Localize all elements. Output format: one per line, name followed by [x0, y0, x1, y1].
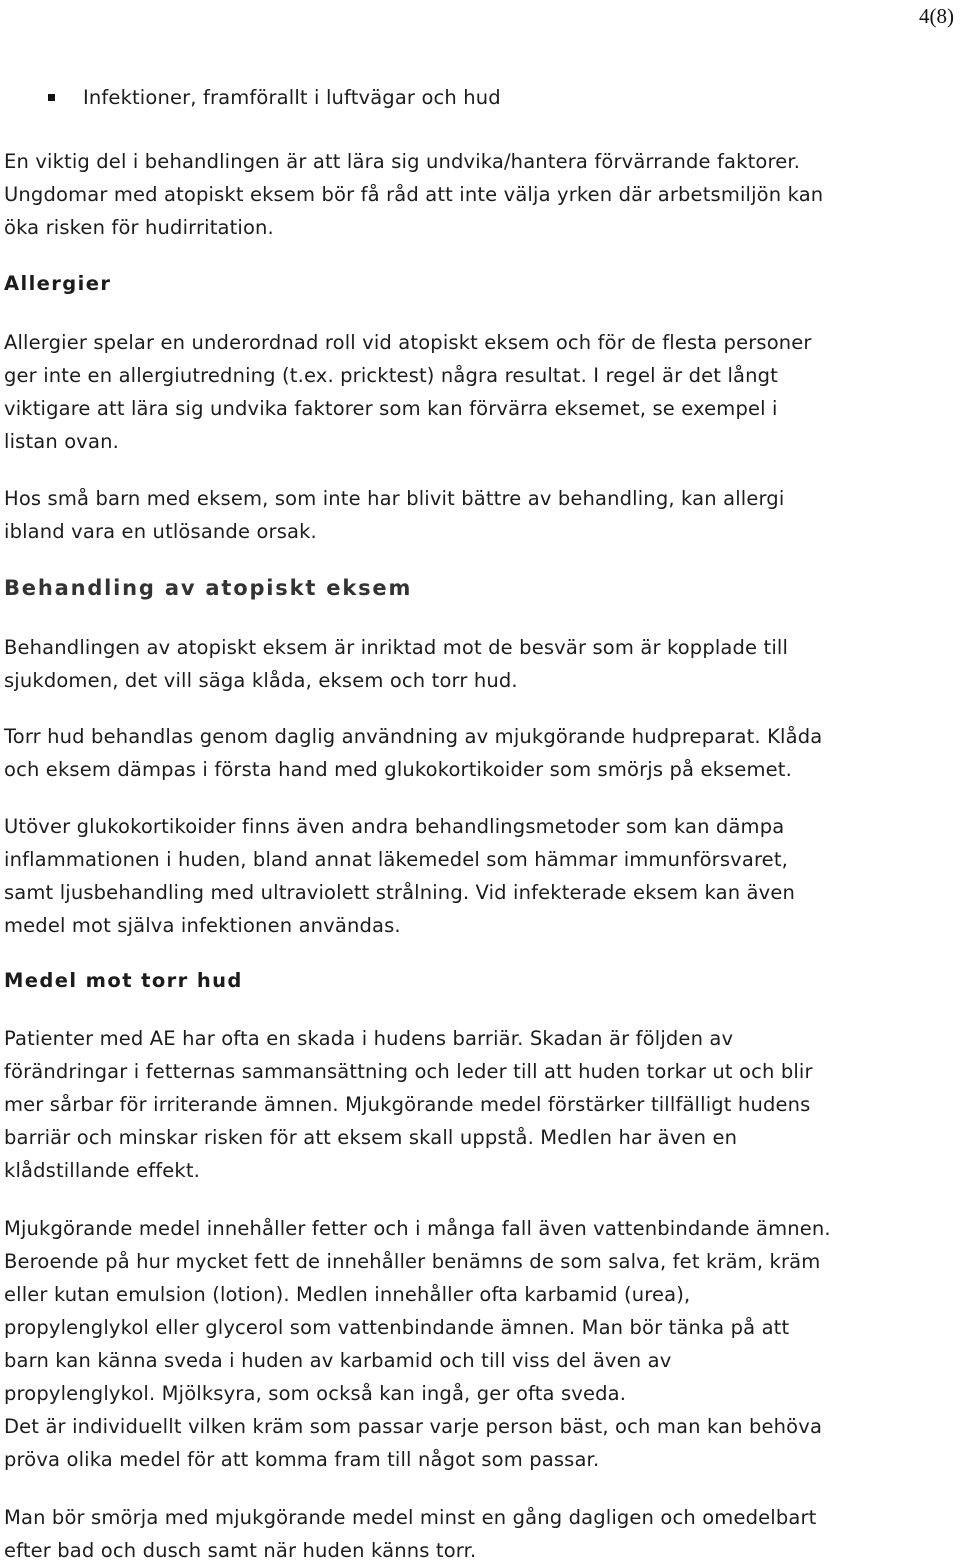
text-line: propylenglykol eller glycerol som vattenbindande ämnen. Man bör tänka på att	[4, 1316, 790, 1339]
text-line: efter bad och dusch samt när huden känns torr.	[4, 1539, 477, 1562]
text-line: viktigare att lära sig undvika faktorer som kan förvärra eksemet, se exempel i	[4, 397, 778, 420]
text-line: Behandlingen av atopiskt eksem är inriktad mot de besvär som är kopplade till	[4, 636, 789, 659]
bullet-text: Infektioner, framförallt i luftvägar och hud	[83, 86, 501, 109]
text-line: propylenglykol. Mjölksyra, som också kan ingå, ger ofta sveda.	[4, 1382, 627, 1405]
text-line: inflammationen i huden, bland annat läkemedel som hämmar immunförsvaret,	[4, 848, 788, 871]
text-line: ibland vara en utlösande orsak.	[4, 520, 317, 543]
text-line: förändringar i fetternas sammansättning och leder till att huden torkar ut och blir	[4, 1060, 813, 1083]
text-line: ger inte en allergiutredning (t.ex. pricktest) några resultat. I regel är det långt	[4, 364, 778, 387]
text-line: Utöver glukokortikoider finns även andra behandlingsmetoder som kan dämpa	[4, 815, 785, 838]
paragraph-mjukgorande	[4, 1212, 958, 1476]
text-line: och eksem dämpas i första hand med glukokortikoider som smörjs på eksemet.	[4, 758, 792, 781]
paragraph-smorja	[4, 1501, 958, 1567]
heading-behandling: Behandling av atopiskt eksem	[4, 576, 413, 600]
paragraph-intro	[4, 145, 958, 244]
text-line: Ungdomar med atopiskt eksem bör få råd att inte välja yrken där arbetsmiljön kan	[4, 183, 824, 206]
text-line: Det är individuellt vilken kräm som passar varje person bäst, och man kan behöva	[4, 1415, 823, 1438]
text-line: Beroende på hur mycket fett de innehåller benämns de som salva, fet kräm, kräm	[4, 1250, 821, 1273]
text-line: medel mot själva infektionen användas.	[4, 914, 401, 937]
text-line: listan ovan.	[4, 430, 119, 453]
text-line: Hos små barn med eksem, som inte har blivit bättre av behandling, kan allergi	[4, 487, 785, 510]
paragraph-behandling	[4, 631, 958, 697]
text-line: Man bör smörja med mjukgörande medel minst en gång dagligen och omedelbart	[4, 1506, 817, 1529]
text-line: Patienter med AE har ofta en skada i hudens barriär. Skadan är följden av	[4, 1027, 734, 1050]
paragraph-other-methods	[4, 810, 958, 942]
page-number: 4(8)	[919, 4, 954, 28]
text-line: mer sårbar för irriterande ämnen. Mjukgörande medel förstärker tillfälligt hudens	[4, 1093, 811, 1116]
text-line: barn kan känna sveda i huden av karbamid och till viss del även av	[4, 1349, 672, 1372]
text-line: sjukdomen, det vill säga klåda, eksem och torr hud.	[4, 669, 518, 692]
paragraph-barrier	[4, 1022, 958, 1187]
text-line: Allergier spelar en underordnad roll vid atopiskt eksem och för de flesta personer	[4, 331, 812, 354]
heading-allergier: Allergier	[4, 272, 112, 295]
text-line: Torr hud behandlas genom daglig användning av mjukgörande hudpreparat. Klåda	[4, 725, 823, 748]
square-bullet-icon	[48, 94, 55, 101]
text-line: Mjukgörande medel innehåller fetter och i många fall även vattenbindande ämnen.	[4, 1217, 831, 1240]
text-line: pröva olika medel för att komma fram till något som passar.	[4, 1448, 600, 1471]
bullet-list-item	[48, 86, 501, 109]
text-line: öka risken för hudirritation.	[4, 216, 274, 239]
text-line: barriär och minskar risken för att eksem skall uppstå. Medlen har även en	[4, 1126, 738, 1149]
paragraph-small-children	[4, 482, 958, 548]
text-line: samt ljusbehandling med ultraviolett strålning. Vid infekterade eksem kan även	[4, 881, 796, 904]
heading-medel: Medel mot torr hud	[4, 969, 243, 992]
paragraph-allergier	[4, 326, 958, 458]
paragraph-torr-hud	[4, 720, 958, 786]
text-line: klådstillande effekt.	[4, 1159, 200, 1182]
text-line: En viktig del i behandlingen är att lära sig undvika/hantera förvärrande faktorer.	[4, 150, 801, 173]
text-line: eller kutan emulsion (lotion). Medlen innehåller ofta karbamid (urea),	[4, 1283, 691, 1306]
